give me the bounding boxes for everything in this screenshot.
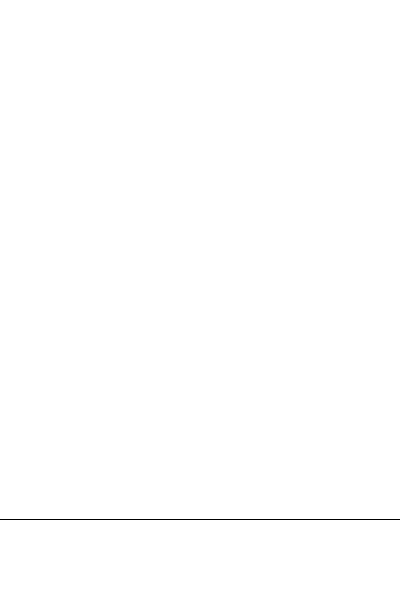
page-break-rule <box>0 519 400 520</box>
refugee-capacity-sheet <box>54 0 344 15</box>
